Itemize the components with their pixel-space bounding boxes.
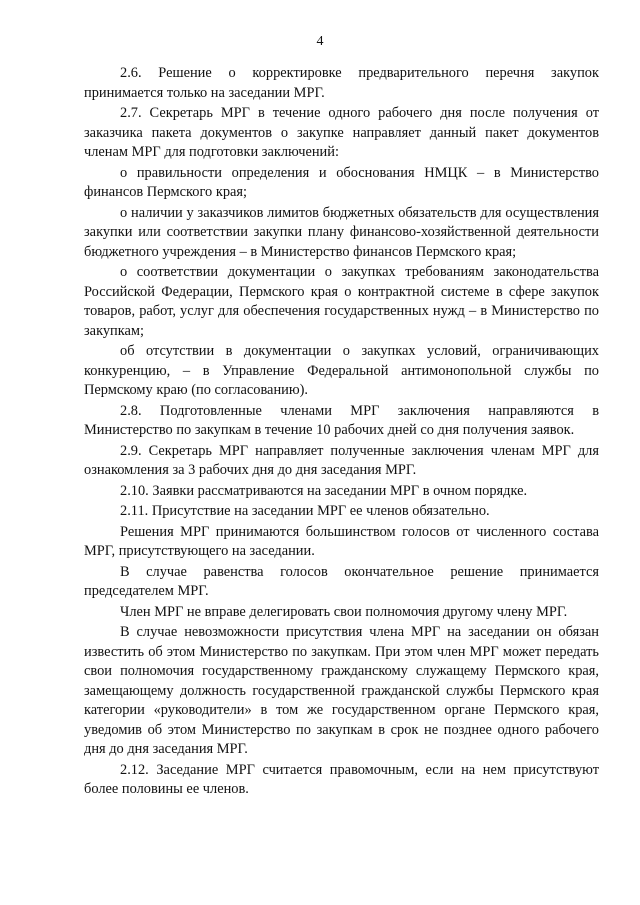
paragraph-decisions: Решения МРГ принимаются большинством голосов от численного состава МРГ, присутствующего на заседании.: [84, 523, 599, 559]
paragraph-2-7: 2.7. Секретарь МРГ в течение одного рабочего дня после получения от заказчика пакета документов о закупке направляет данный пакет документов членам МРГ для подготовки заключений:: [84, 105, 599, 160]
paragraph-2-8: 2.8. Подготовленные членами МРГ заключения направляются в Министерство по закупкам в течение 10 рабочих дней со дня получения заявок.: [84, 402, 599, 438]
paragraph-2-7-legislation: о соответствии документации о закупках требованиям законодательства Российской Федерации, Пермского края о контрактной системе в сфере закупок товаров, работ, услуг для обеспечения государственных нужд – в Министерство по закупкам;: [84, 264, 599, 339]
paragraph-2-6: 2.6. Решение о корректировке предварительного перечня закупок принимается только на заседании МРГ.: [84, 65, 599, 101]
paragraph-tie-vote: В случае равенства голосов окончательное решение принимается председателем МРГ.: [84, 563, 599, 599]
paragraph-2-10: 2.10. Заявки рассматриваются на заседании МРГ в очном порядке.: [120, 482, 528, 499]
paragraph-2-7-nmck: о правильности определения и обоснования НМЦК – в Министерство финансов Пермского края;: [84, 164, 599, 200]
paragraph-2-12: 2.12. Заседание МРГ считается правомочным, если на нем присутствуют более половины ее членов.: [84, 761, 599, 797]
page-number: 4: [316, 34, 324, 49]
paragraph-no-delegation: Член МРГ не вправе делегировать свои полномочия другому члену МРГ.: [120, 603, 568, 620]
paragraph-absence: В случае невозможности присутствия члена МРГ на заседании он обязан известить об этом Министерство по закупкам. При этом член МРГ может передать свои полномочия государственному гражданскому служащему Пермского края, замещающему должность государственной гражданской службы Пермского края категории «руководители» в том же государственном органе Пермского края, уведомив об этом Министерство по закупкам в срок не позднее одного рабочего дня до дня заседания МРГ.: [84, 624, 599, 757]
paragraph-2-7-competition: об отсутствии в документации о закупках условий, ограничивающих конкуренцию, – в Управление Федеральной антимонопольной службы по Пермскому краю (по согласованию).: [84, 343, 599, 398]
paragraph-2-11: 2.11. Присутствие на заседании МРГ ее членов обязательно.: [120, 503, 490, 519]
paragraph-2-7-limits: о наличии у заказчиков лимитов бюджетных обязательств для осуществления закупки или соответствии закупки плану финансово-хозяйственной деятельности бюджетного учреждения – в Министерство финансов Пермского края;: [84, 204, 599, 260]
paragraph-2-9: 2.9. Секретарь МРГ направляет полученные заключения членам МРГ для ознакомления за 3 рабочих дня до дня заседания МРГ.: [84, 442, 599, 478]
document-body: [84, 64, 599, 801]
